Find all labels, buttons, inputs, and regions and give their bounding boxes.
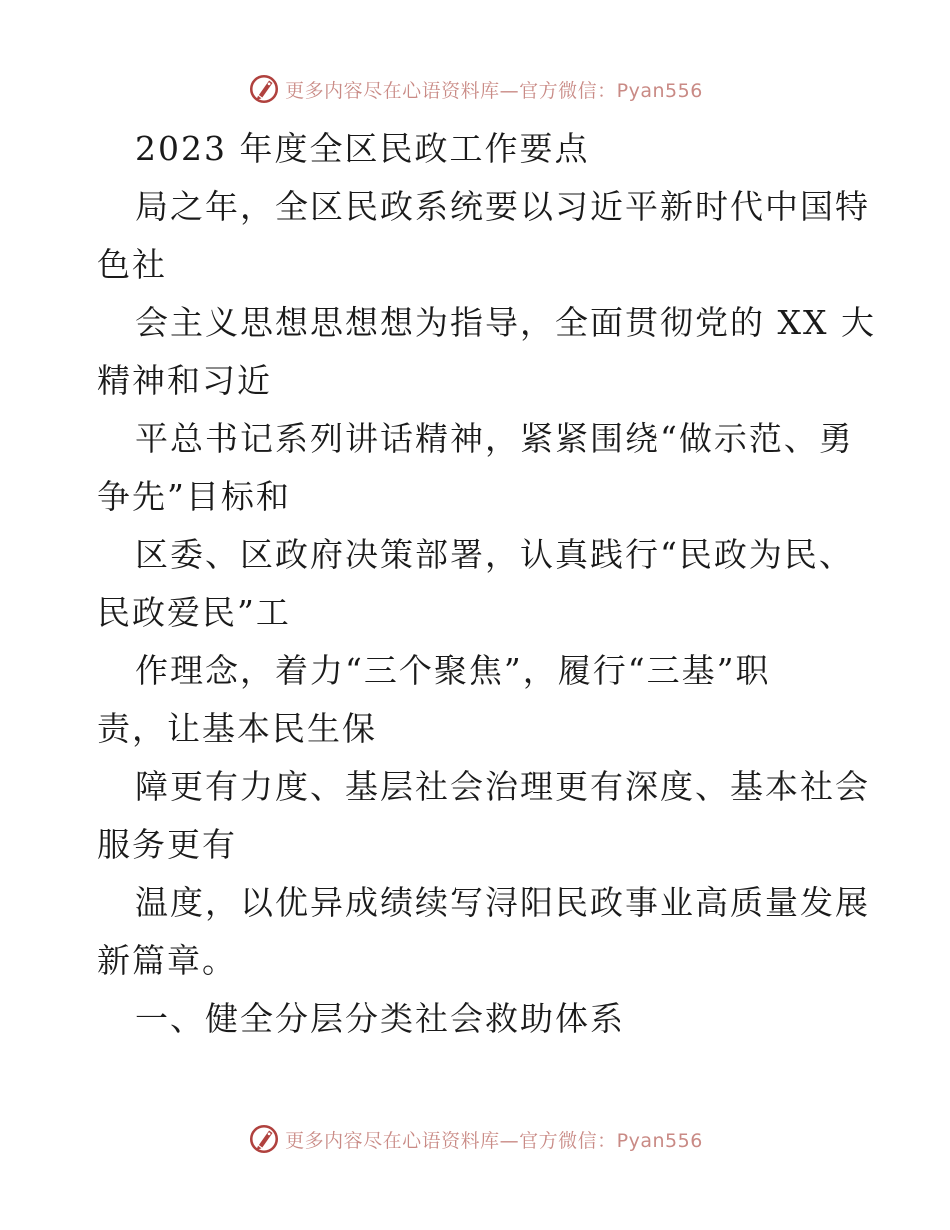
paragraph-line: 责，让基本民生保 — [97, 709, 377, 748]
paragraph-line: 会主义思想思想想为指导，全面贯彻党的 XX 大 — [135, 303, 876, 342]
paragraph-line: 新篇章。 — [97, 941, 237, 980]
header-watermark — [0, 72, 950, 106]
paragraph-line: 色社 — [97, 245, 167, 284]
document-title: 2023 年度全区民政工作要点 — [135, 129, 590, 168]
pen-nib-logo-icon — [247, 1122, 281, 1156]
paragraph-line: 区委、区政府决策部署，认真践行“民政为民、 — [135, 535, 854, 574]
paragraph-line: 障更有力度、基层社会治理更有深度、基本社会 — [135, 767, 870, 806]
paragraph-line: 精神和习近 — [97, 361, 272, 400]
paragraph-line: 服务更有 — [97, 825, 237, 864]
section-heading: 一、健全分层分类社会救助体系 — [135, 999, 625, 1038]
paragraph-line: 局之年，全区民政系统要以习近平新时代中国特 — [135, 187, 870, 226]
pen-nib-logo-icon — [247, 72, 281, 106]
watermark-text: 更多内容尽在心语资料库—官方微信：Pyan556 — [285, 1129, 703, 1152]
document-body — [97, 120, 876, 1048]
paragraph-line: 民政爱民”工 — [97, 593, 291, 632]
paragraph-line: 温度，以优异成绩续写浔阳民政事业高质量发展 — [135, 883, 870, 922]
footer-watermark — [0, 1122, 950, 1156]
watermark-text: 更多内容尽在心语资料库—官方微信：Pyan556 — [285, 79, 703, 102]
paragraph-line: 平总书记系列讲话精神，紧紧围绕“做示范、勇 — [135, 419, 854, 458]
paragraph-line: 争先”目标和 — [97, 477, 291, 516]
paragraph-line: 作理念，着力“三个聚焦”，履行“三基”职 — [135, 651, 771, 690]
